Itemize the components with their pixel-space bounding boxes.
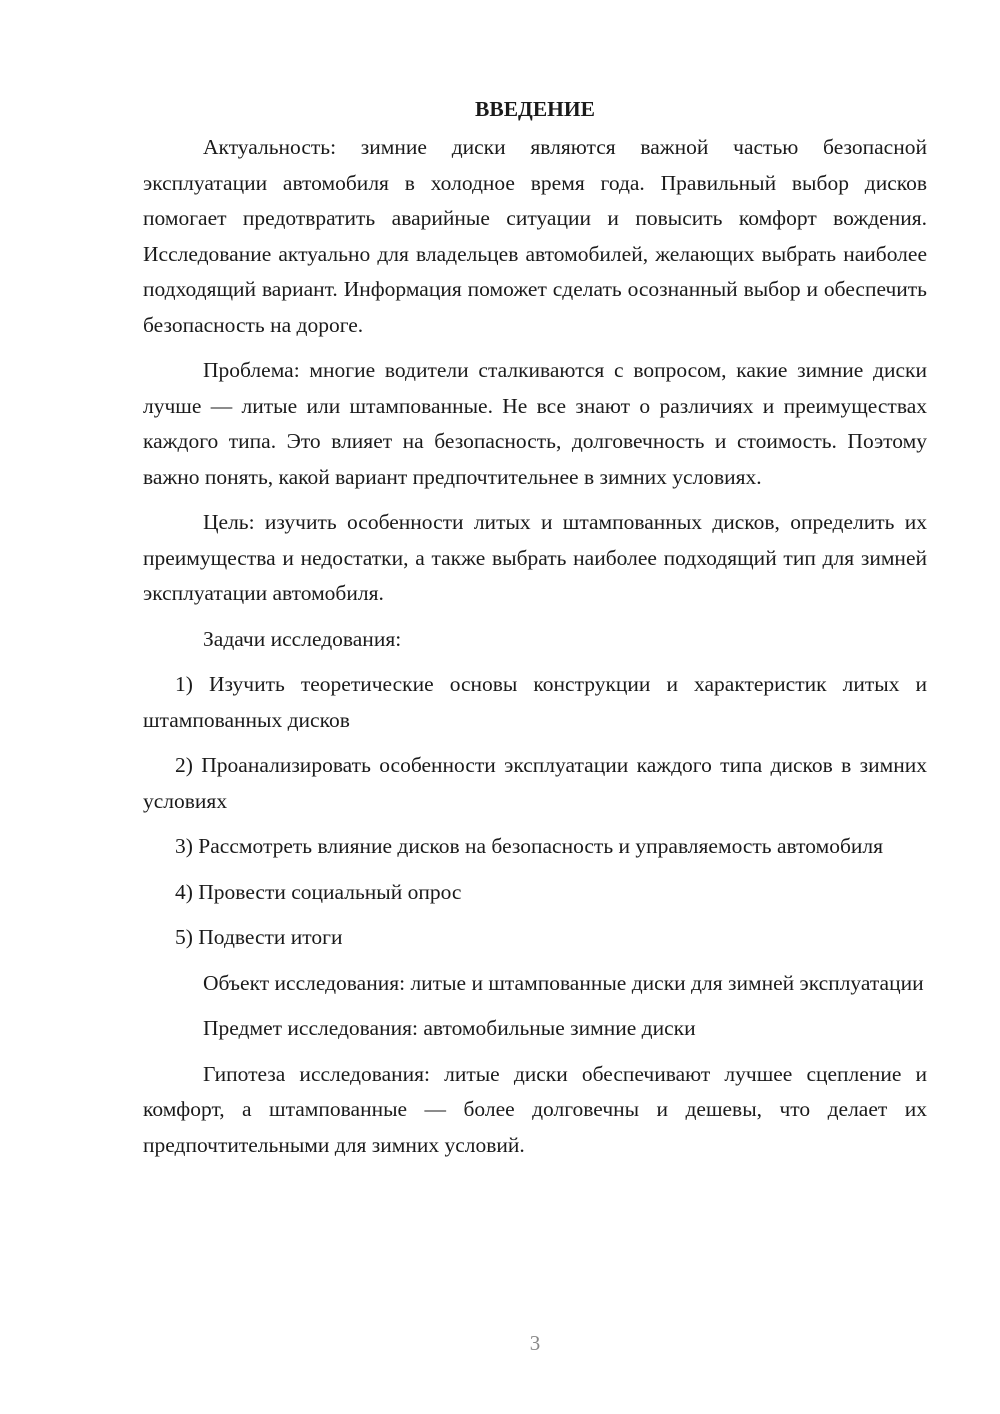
- page-title: ВВЕДЕНИЕ: [475, 97, 595, 121]
- goal-paragraph: Цель: изучить особенности литых и штампованных дисков, определить их преимущества и недостатки, а также выбрать наиболее подходящий тип для зимней эксплуатации автомобиля.: [143, 510, 927, 605]
- hypothesis-paragraph: Гипотеза исследования: литые диски обеспечивают лучшее сцепление и комфорт, а штампованные — более долговечны и дешевы, что делает их предпочтительными для зимних условий.: [143, 1061, 927, 1157]
- page-content: [143, 92, 927, 1173]
- tasks-heading: Задачи исследования:: [203, 626, 402, 651]
- relevance-paragraph: Актуальность: зимние диски являются важной частью безопасной эксплуатации автомобиля в холодное время года. Правильный выбор дисков помогает предотвратить аварийные ситуации и повысить комфорт вождения. Исследование актуально для владельцев автомобилей, желающих выбрать наиболее подходящий вариант. Информация поможет сделать осознанный выбор и обеспечить безопасность на дороге.: [143, 135, 927, 337]
- task-item-2: 2) Проанализировать особенности эксплуатации каждого типа дисков в зимних условиях: [143, 753, 927, 813]
- task-item-4: 4) Провести социальный опрос: [175, 879, 462, 904]
- problem-paragraph: Проблема: многие водители сталкиваются с вопросом, какие зимние диски лучше — литые или штампованные. Не все знают о различиях и преимуществах каждого типа. Это влияет на безопасность, долговечность и стоимость. Поэтому важно понять, какой вариант предпочтительнее в зимних условиях.: [143, 358, 927, 489]
- task-item-5: 5) Подвести итоги: [175, 925, 343, 949]
- object-paragraph: Объект исследования: литые и штампованные диски для зимней эксплуатации: [203, 970, 924, 995]
- subject-paragraph: Предмет исследования: автомобильные зимние диски: [203, 1016, 696, 1040]
- page-number: 3: [529, 1331, 541, 1355]
- task-item-3: 3) Рассмотреть влияние дисков на безопасность и управляемость автомобиля: [175, 834, 884, 858]
- task-item-1: 1) Изучить теоретические основы конструкции и характеристик литых и штампованных дисков: [143, 672, 927, 732]
